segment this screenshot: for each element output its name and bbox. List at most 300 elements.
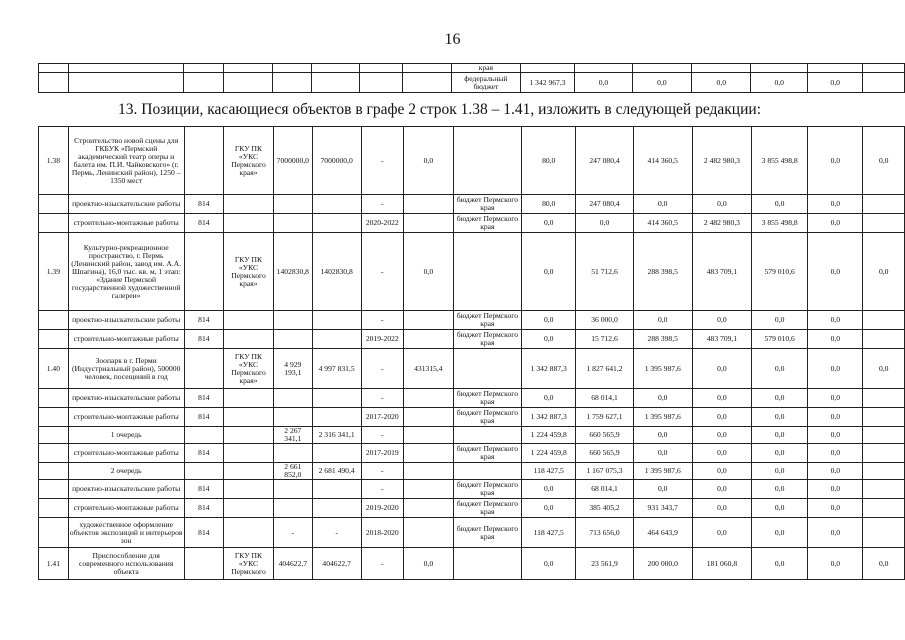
table-cell: 0,0: [752, 444, 808, 463]
table-cell: [863, 499, 905, 518]
table-cell: 288 398,5: [633, 330, 692, 349]
table-cell: [453, 233, 521, 311]
table-cell: 0,0: [752, 480, 808, 499]
table-cell: [39, 214, 69, 233]
table-cell: [453, 127, 521, 195]
table-cell: 247 080,4: [576, 195, 633, 214]
table-cell: 0,0: [752, 548, 808, 580]
table-cell: [863, 214, 905, 233]
table-cell: Приспособление для современного использования объекта: [68, 548, 184, 580]
table-cell: 1.41: [39, 548, 69, 580]
table-cell: строительно-монтажные работы: [68, 330, 184, 349]
table-cell: 385 405,2: [576, 499, 633, 518]
table-cell: [692, 64, 751, 73]
table-cell: 2 482 980,3: [692, 127, 751, 195]
table-cell: 2020-2022: [361, 214, 404, 233]
table-cell: 0,0: [522, 389, 576, 408]
table-cell: 0,0: [404, 548, 454, 580]
table-cell: 431315,4: [404, 349, 454, 389]
table-cell: 1 224 459,8: [522, 444, 576, 463]
table-cell: [863, 480, 905, 499]
table-cell: [863, 427, 905, 444]
table-cell: 0,0: [575, 73, 632, 93]
table-cell: [39, 518, 69, 548]
table-cell: [39, 389, 69, 408]
table-cell: бюджет Пермского края: [453, 214, 521, 233]
table-cell: бюджет Пермского края: [453, 389, 521, 408]
table-cell: 4 929 193,1: [273, 349, 312, 389]
table-cell: 2 очередь: [68, 463, 184, 480]
table-cell: 288 398,5: [633, 233, 692, 311]
table-cell: 0,0: [692, 349, 751, 389]
table-cell: строительно-монтажные работы: [68, 214, 184, 233]
table-cell: 0,0: [522, 499, 576, 518]
table-cell: 0,0: [808, 195, 863, 214]
table-cell: строительно-монтажные работы: [68, 408, 184, 427]
table-cell: 2017-2019: [361, 444, 404, 463]
table-cell: [224, 518, 274, 548]
table-cell: 0,0: [863, 233, 905, 311]
table-cell: [520, 64, 575, 73]
table-row: [39, 349, 905, 389]
table-cell: [863, 73, 905, 93]
table-cell: 814: [184, 480, 223, 499]
table-cell: [312, 444, 361, 463]
table-cell: [404, 408, 454, 427]
table-cell: 464 643,9: [633, 518, 692, 548]
table-cell: [453, 548, 521, 580]
objects-table: [38, 126, 905, 580]
table-cell: 2 681 490,4: [312, 463, 361, 480]
table-cell: строительно-монтажные работы: [68, 499, 184, 518]
table-cell: 0,0: [808, 311, 863, 330]
table-cell: [311, 73, 359, 93]
table-cell: 0,0: [522, 480, 576, 499]
table-cell: 0,0: [632, 73, 691, 93]
table-cell: 0,0: [752, 311, 808, 330]
table-cell: [184, 427, 223, 444]
table-cell: 0,0: [863, 349, 905, 389]
table-cell: 0,0: [808, 444, 863, 463]
table-cell: 814: [184, 389, 223, 408]
table-row: [39, 214, 905, 233]
table-cell: 0,0: [692, 73, 751, 93]
table-cell: [312, 214, 361, 233]
table-cell: бюджет Пермского края: [453, 518, 521, 548]
table-cell: [312, 480, 361, 499]
table-cell: 51 712,6: [576, 233, 633, 311]
table-cell: [39, 480, 69, 499]
table-cell: 1 395 987,6: [633, 463, 692, 480]
table-cell: 200 000,0: [633, 548, 692, 580]
table-cell: [184, 64, 224, 73]
table-cell: 0,0: [752, 518, 808, 548]
table-cell: края: [452, 64, 521, 73]
table-cell: [807, 64, 862, 73]
page-number: 16: [444, 31, 461, 48]
table-cell: проектно-изыскательские работы: [68, 480, 184, 499]
table-cell: [273, 214, 312, 233]
table-cell: [311, 64, 359, 73]
table-cell: 0,0: [633, 444, 692, 463]
table-cell: 814: [184, 214, 223, 233]
table-cell: [184, 349, 223, 389]
table-cell: [39, 463, 69, 480]
table-cell: [312, 330, 361, 349]
table-cell: 0,0: [808, 127, 863, 195]
table-cell: [402, 73, 451, 93]
table-row: [39, 408, 905, 427]
table-cell: [273, 64, 312, 73]
table-cell: художественное оформление объектов экспозиций и интерьеров зон: [68, 518, 184, 548]
table-cell: Строительство новой сцены для ГКБУК «Пермский академический театр оперы и балета им. П.И. Чайковского» (г. Пермь, Ленинский район), 1250 – 1350 мест: [68, 127, 184, 195]
table-cell: 1 827 641,2: [576, 349, 633, 389]
table-cell: 1.40: [39, 349, 69, 389]
table-cell: [404, 311, 454, 330]
table-cell: [404, 214, 454, 233]
table-cell: [863, 389, 905, 408]
table-cell: 68 014,1: [576, 389, 633, 408]
table-cell: 0,0: [752, 389, 808, 408]
table-cell: 0,0: [522, 330, 576, 349]
table-cell: 0,0: [807, 73, 862, 93]
table-cell: [184, 73, 224, 93]
table-cell: 579 010,6: [752, 233, 808, 311]
table-cell: бюджет Пермского края: [453, 311, 521, 330]
table-cell: [312, 499, 361, 518]
table-row: [39, 463, 905, 480]
table-cell: 0,0: [808, 518, 863, 548]
table-row: [39, 195, 905, 214]
table-cell: 0,0: [633, 195, 692, 214]
table-cell: 0,0: [522, 311, 576, 330]
table-cell: [273, 408, 312, 427]
table-cell: 814: [184, 444, 223, 463]
table-cell: [224, 311, 274, 330]
table-cell: ГКУ ПК «УКС Пермского края»: [224, 233, 274, 311]
table-cell: 814: [184, 518, 223, 548]
table-cell: 0,0: [692, 427, 751, 444]
table-cell: 0,0: [633, 311, 692, 330]
table-cell: [39, 64, 69, 73]
table-cell: 414 360,5: [633, 127, 692, 195]
table-cell: проектно-изыскательские работы: [68, 389, 184, 408]
table-cell: 0,0: [808, 548, 863, 580]
table-cell: 0,0: [633, 480, 692, 499]
table-cell: 404622,7: [273, 548, 312, 580]
table-cell: 814: [184, 408, 223, 427]
table-cell: [404, 463, 454, 480]
table-cell: -: [361, 233, 404, 311]
table-cell: [404, 444, 454, 463]
table-cell: 1 167 075,3: [576, 463, 633, 480]
table-cell: [863, 330, 905, 349]
table-cell: 1 342 967,3: [520, 73, 575, 93]
table-cell: 0,0: [808, 408, 863, 427]
table-cell: 814: [184, 195, 223, 214]
table-cell: 80,0: [522, 127, 576, 195]
table-cell: Зоопарк в г. Перми (Индустриальный район), 500000 человек, посещений в год: [68, 349, 184, 389]
table-cell: 414 360,5: [633, 214, 692, 233]
table-cell: 0,0: [752, 463, 808, 480]
table-cell: [632, 64, 691, 73]
table-cell: [223, 64, 272, 73]
table-cell: [224, 427, 274, 444]
table-cell: [863, 408, 905, 427]
table-row: [39, 233, 905, 311]
table-cell: 660 565,9: [576, 427, 633, 444]
table-row: [39, 127, 905, 195]
table-cell: 4 997 831,5: [312, 349, 361, 389]
table-cell: 814: [184, 330, 223, 349]
table-cell: [273, 330, 312, 349]
table-cell: 118 427,5: [522, 463, 576, 480]
table-cell: 0,0: [863, 548, 905, 580]
table-cell: [312, 389, 361, 408]
table-cell: [273, 73, 312, 93]
top-table-fragment: [38, 63, 905, 93]
table-row: [39, 311, 905, 330]
table-row: [39, 427, 905, 444]
table-cell: 0,0: [752, 499, 808, 518]
table-cell: -: [361, 548, 404, 580]
table-cell: [39, 195, 69, 214]
table-cell: [273, 389, 312, 408]
table-cell: [39, 73, 69, 93]
table-cell: 2 661 852,0: [273, 463, 312, 480]
table-cell: 0,0: [808, 427, 863, 444]
table-cell: бюджет Пермского края: [453, 195, 521, 214]
table-cell: [224, 408, 274, 427]
table-cell: -: [361, 389, 404, 408]
table-cell: -: [361, 311, 404, 330]
table-cell: 2018-2020: [361, 518, 404, 548]
table-cell: [312, 195, 361, 214]
table-cell: 68 014,1: [576, 480, 633, 499]
table-cell: [863, 444, 905, 463]
table-cell: 483 709,1: [692, 330, 751, 349]
table-cell: [39, 408, 69, 427]
table-cell: 247 080,4: [576, 127, 633, 195]
table-cell: [360, 73, 402, 93]
table-cell: 0,0: [692, 499, 751, 518]
table-cell: 713 656,0: [576, 518, 633, 548]
table-cell: [863, 518, 905, 548]
table-cell: [863, 311, 905, 330]
table-cell: 0,0: [522, 548, 576, 580]
table-cell: -: [273, 518, 312, 548]
table-cell: [39, 499, 69, 518]
table-cell: 0,0: [752, 349, 808, 389]
table-cell: -: [361, 195, 404, 214]
table-cell: 660 565,9: [576, 444, 633, 463]
table-cell: 931 343,7: [633, 499, 692, 518]
table-cell: 0,0: [692, 311, 751, 330]
table-row: [39, 518, 905, 548]
table-cell: 0,0: [808, 499, 863, 518]
table-cell: [68, 73, 184, 93]
table-cell: [404, 195, 454, 214]
table-cell: [404, 518, 454, 548]
table-cell: 1 342 887,3: [522, 349, 576, 389]
table-cell: 1.38: [39, 127, 69, 195]
table-cell: 36 000,0: [576, 311, 633, 330]
table-cell: бюджет Пермского края: [453, 480, 521, 499]
table-cell: 814: [184, 311, 223, 330]
table-cell: 3 855 498,8: [752, 127, 808, 195]
table-cell: 23 561,9: [576, 548, 633, 580]
table-cell: [751, 64, 807, 73]
table-cell: [404, 499, 454, 518]
table-cell: [184, 233, 223, 311]
table-cell: [273, 499, 312, 518]
table-cell: бюджет Пермского края: [453, 408, 521, 427]
table-cell: [453, 427, 521, 444]
table-cell: 80,0: [522, 195, 576, 214]
table-cell: проектно-изыскательские работы: [68, 195, 184, 214]
table-cell: [224, 480, 274, 499]
table-cell: 15 712,6: [576, 330, 633, 349]
table-cell: 0,0: [692, 480, 751, 499]
table-row: [39, 499, 905, 518]
top-table-row: [39, 73, 905, 93]
table-cell: [453, 463, 521, 480]
table-cell: [863, 64, 905, 73]
table-cell: 579 010,6: [752, 330, 808, 349]
table-cell: 0,0: [692, 518, 751, 548]
table-cell: [39, 427, 69, 444]
table-cell: [39, 444, 69, 463]
table-cell: [184, 548, 223, 580]
table-cell: 1 224 459,8: [522, 427, 576, 444]
table-cell: 0,0: [808, 330, 863, 349]
table-cell: -: [361, 349, 404, 389]
table-cell: [404, 330, 454, 349]
table-cell: 0,0: [692, 444, 751, 463]
table-row: [39, 480, 905, 499]
table-row: [39, 444, 905, 463]
table-cell: [224, 463, 274, 480]
table-cell: [184, 463, 223, 480]
table-cell: 2017-2020: [361, 408, 404, 427]
table-cell: [404, 389, 454, 408]
table-cell: 0,0: [633, 427, 692, 444]
table-cell: 2 267 341,1: [273, 427, 312, 444]
table-cell: 0,0: [808, 233, 863, 311]
table-cell: 2019-2020: [361, 499, 404, 518]
table-cell: [273, 480, 312, 499]
table-cell: 0,0: [522, 214, 576, 233]
table-cell: [453, 349, 521, 389]
table-cell: [863, 463, 905, 480]
table-cell: [402, 64, 451, 73]
table-cell: ГКУ ПК «УКС Пермского края»: [224, 349, 274, 389]
table-cell: 0,0: [576, 214, 633, 233]
table-cell: [68, 64, 184, 73]
table-cell: ГКУ ПК «УКС Пермского края»: [224, 127, 274, 195]
table-cell: [360, 64, 402, 73]
table-cell: 1402830,8: [312, 233, 361, 311]
table-cell: 0,0: [808, 214, 863, 233]
table-cell: 483 709,1: [692, 233, 751, 311]
table-cell: 0,0: [752, 195, 808, 214]
table-cell: 0,0: [522, 233, 576, 311]
table-cell: 814: [184, 499, 223, 518]
table-cell: проектно-изыскательские работы: [68, 311, 184, 330]
table-cell: 0,0: [752, 427, 808, 444]
table-cell: [224, 444, 274, 463]
table-cell: [312, 311, 361, 330]
table-cell: [404, 427, 454, 444]
table-cell: 7000000,0: [273, 127, 312, 195]
table-cell: [39, 311, 69, 330]
table-cell: 0,0: [692, 389, 751, 408]
table-cell: 181 060,8: [692, 548, 751, 580]
table-cell: 0,0: [808, 463, 863, 480]
table-cell: -: [361, 480, 404, 499]
table-cell: 3 855 498,8: [752, 214, 808, 233]
table-cell: федеральный бюджет: [452, 73, 521, 93]
table-cell: 1 395 987,6: [633, 349, 692, 389]
table-cell: [273, 444, 312, 463]
table-cell: [273, 311, 312, 330]
table-cell: ГКУ ПК «УКС Пермского: [224, 548, 274, 580]
table-cell: 0,0: [404, 233, 454, 311]
table-cell: 1 395 987,6: [633, 408, 692, 427]
table-cell: 0,0: [751, 73, 807, 93]
table-cell: [224, 195, 274, 214]
table-cell: 0,0: [692, 463, 751, 480]
table-cell: бюджет Пермского края: [453, 330, 521, 349]
table-cell: 2019-2022: [361, 330, 404, 349]
table-cell: [312, 408, 361, 427]
table-cell: бюджет Пермского края: [453, 499, 521, 518]
top-table-row: [39, 64, 905, 73]
table-cell: [184, 127, 223, 195]
table-cell: [273, 195, 312, 214]
table-cell: 118 427,5: [522, 518, 576, 548]
table-row: [39, 548, 905, 580]
table-cell: 0,0: [808, 389, 863, 408]
table-row: [39, 389, 905, 408]
table-cell: 1.39: [39, 233, 69, 311]
table-cell: 1 759 627,1: [576, 408, 633, 427]
table-cell: Культурно-рекреационное пространство, г. Пермь (Ленинский район, завод им. А.А. Шпагина), 16,0 тыс. кв. м, 1 этап: «Здание Пермской государственной художественной галереи»: [68, 233, 184, 311]
table-cell: 7000000,0: [312, 127, 361, 195]
table-cell: [863, 195, 905, 214]
table-row: [39, 330, 905, 349]
table-cell: 404622,7: [312, 548, 361, 580]
table-cell: 0,0: [692, 195, 751, 214]
table-cell: 0,0: [863, 127, 905, 195]
table-cell: строительно-монтажные работы: [68, 444, 184, 463]
table-cell: 0,0: [752, 408, 808, 427]
table-cell: [404, 480, 454, 499]
table-cell: 0,0: [692, 408, 751, 427]
table-cell: [39, 330, 69, 349]
table-cell: [224, 389, 274, 408]
table-cell: -: [361, 463, 404, 480]
table-cell: 0,0: [404, 127, 454, 195]
table-cell: 1 342 887,3: [522, 408, 576, 427]
table-cell: [575, 64, 632, 73]
table-cell: -: [361, 127, 404, 195]
table-cell: 1402830,8: [273, 233, 312, 311]
table-cell: бюджет Пермского края: [453, 444, 521, 463]
table-cell: 2 316 341,1: [312, 427, 361, 444]
table-cell: 1 очередь: [68, 427, 184, 444]
table-cell: [224, 214, 274, 233]
